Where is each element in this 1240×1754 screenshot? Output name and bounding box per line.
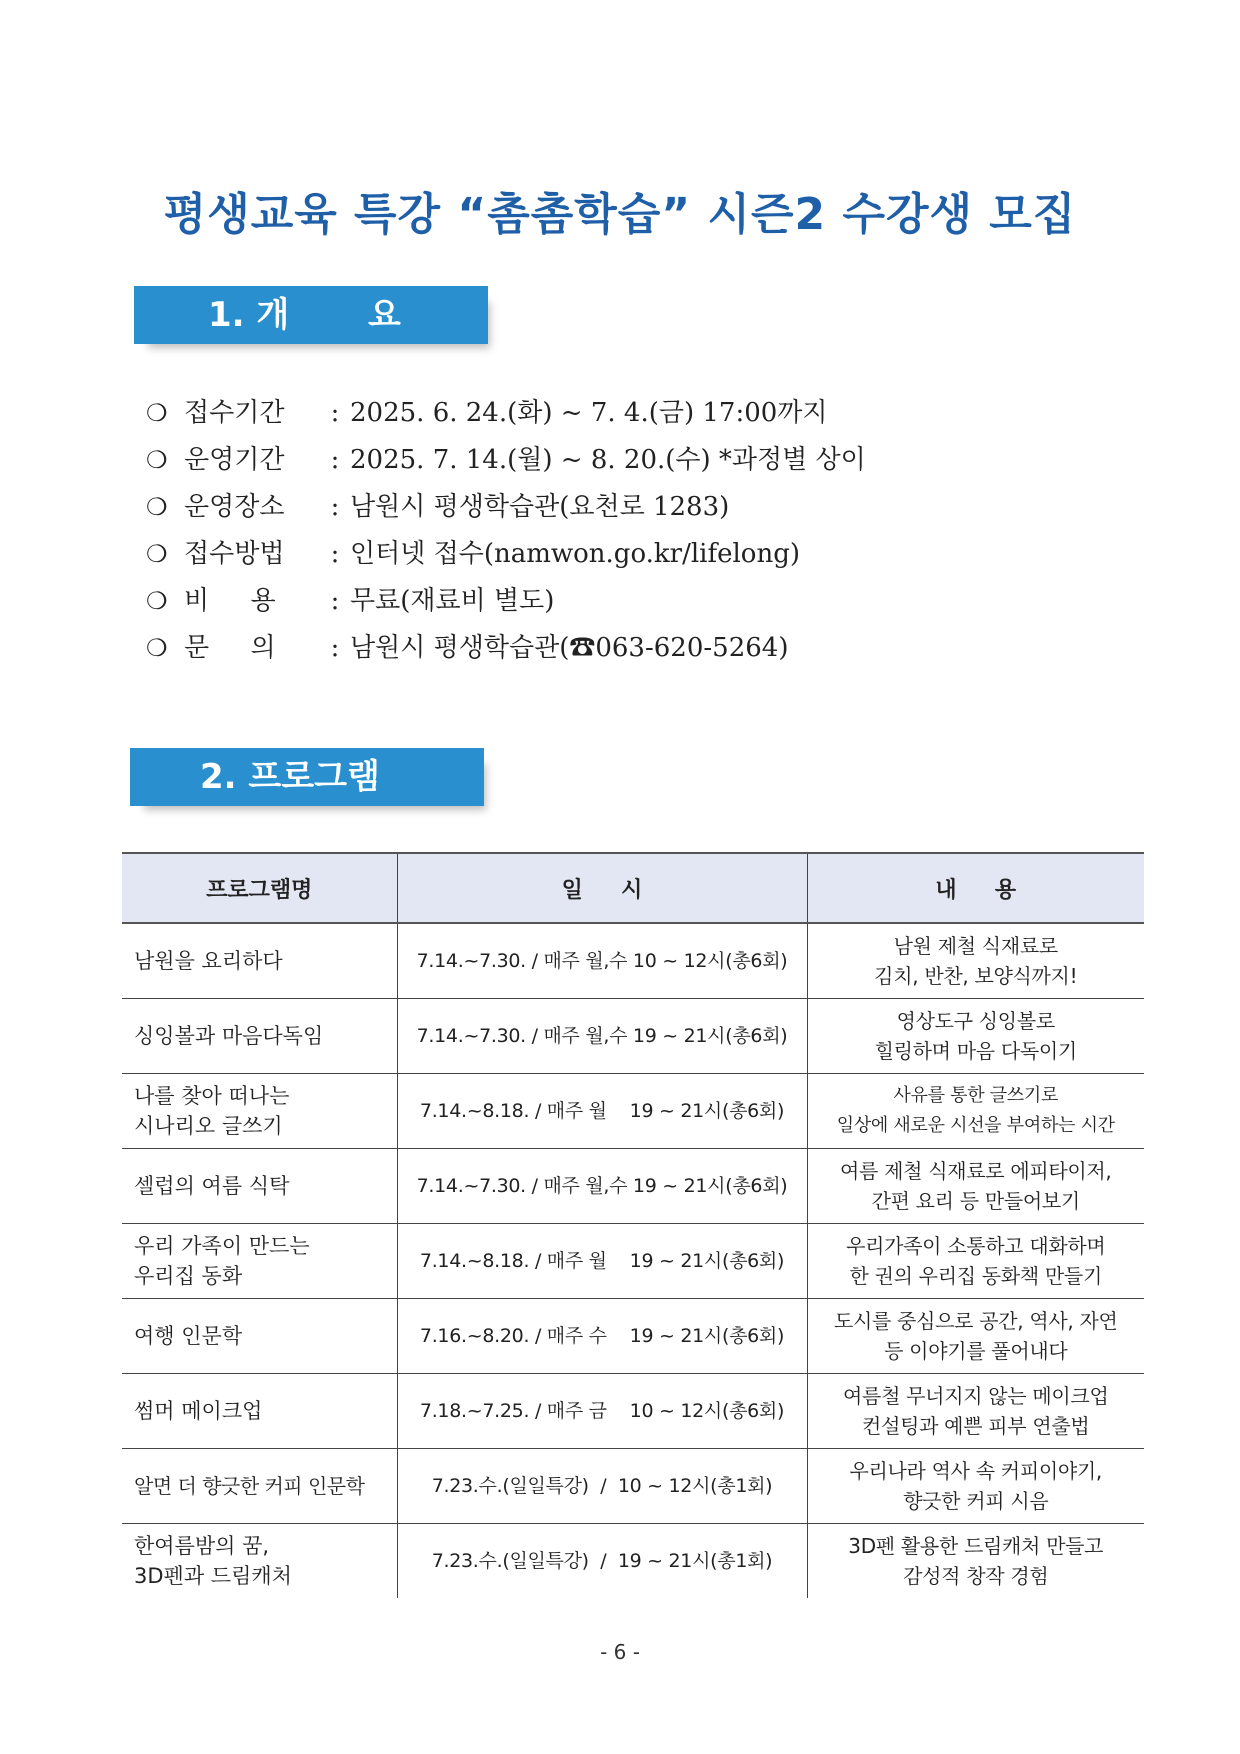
program-desc: 여름철 무너지지 않는 메이크업 컨설팅과 예쁜 피부 연출법 <box>807 1374 1144 1449</box>
overview-item: ❍ 접수기간 : 2025. 6. 24.(화) ~ 7. 4.(금) 17:00까지 <box>146 390 866 437</box>
program-date: 7.14.~7.30. / 매주 월,수 19 ~ 21시(총6회) <box>397 1149 807 1224</box>
program-date: 7.16.~8.20. / 매주 수 19 ~ 21시(총6회) <box>397 1299 807 1374</box>
program-name: 썸머 메이크업 <box>122 1374 397 1449</box>
column-header-content: 내 용 <box>807 853 1144 923</box>
overview-item: ❍ 비 용 : 무료(재료비 별도) <box>146 578 866 625</box>
program-desc: 영상도구 싱잉볼로 힐링하며 마음 다독이기 <box>807 999 1144 1074</box>
program-name: 남원을 요리하다 <box>122 923 397 999</box>
circle-bullet-icon: ❍ <box>146 587 168 615</box>
program-date: 7.14.~7.30. / 매주 월,수 10 ~ 12시(총6회) <box>397 923 807 999</box>
overview-item: ❍ 접수방법 : 인터넷 접수(namwon.go.kr/lifelong) <box>146 531 866 578</box>
table-row <box>122 999 1144 1074</box>
program-name: 우리 가족이 만드는 우리집 동화 <box>122 1224 397 1299</box>
section-number: 1. 개 <box>208 295 290 335</box>
program-desc: 우리나라 역사 속 커피이야기, 향긋한 커피 시음 <box>807 1449 1144 1524</box>
program-date: 7.14.~8.18. / 매주 월 19 ~ 21시(총6회) <box>397 1074 807 1149</box>
program-desc: 도시를 중심으로 공간, 역사, 자연 등 이야기를 풀어내다 <box>807 1299 1144 1374</box>
circle-bullet-icon: ❍ <box>146 493 168 521</box>
overview-list <box>146 390 866 672</box>
program-desc: 우리가족이 소통하고 대화하며 한 권의 우리집 동화책 만들기 <box>807 1224 1144 1299</box>
circle-bullet-icon: ❍ <box>146 540 168 568</box>
program-desc: 3D펜 활용한 드림캐처 만들고 감성적 창작 경험 <box>807 1524 1144 1599</box>
section-heading-program: 2. 프로그램 <box>130 748 484 806</box>
table-header-row <box>122 853 1144 923</box>
overview-item: ❍ 운영장소 : 남원시 평생학습관(요천로 1283) <box>146 484 866 531</box>
section-heading-overview <box>134 286 488 344</box>
program-desc: 사유를 통한 글쓰기로 일상에 새로운 시선을 부여하는 시간 <box>807 1074 1144 1149</box>
program-name: 알면 더 향긋한 커피 인문학 <box>122 1449 397 1524</box>
table-row <box>122 1524 1144 1599</box>
column-header-program: 프로그램명 <box>122 853 397 923</box>
program-name: 셀럽의 여름 식탁 <box>122 1149 397 1224</box>
circle-bullet-icon: ❍ <box>146 399 168 427</box>
section-word: 요 <box>368 295 401 335</box>
circle-bullet-icon: ❍ <box>146 446 168 474</box>
page-number: - 6 - <box>600 1640 640 1664</box>
program-date: 7.18.~7.25. / 매주 금 10 ~ 12시(총6회) <box>397 1374 807 1449</box>
program-name: 여행 인문학 <box>122 1299 397 1374</box>
table-row <box>122 1224 1144 1299</box>
program-date: 7.14.~8.18. / 매주 월 19 ~ 21시(총6회) <box>397 1224 807 1299</box>
table-row <box>122 1374 1144 1449</box>
program-name: 한여름밤의 꿈, 3D펜과 드림캐처 <box>134 1534 292 1588</box>
column-header-datetime: 일 시 <box>397 853 807 923</box>
program-table <box>122 852 1144 1598</box>
program-desc: 남원 제철 식재료로 김치, 반찬, 보양식까지! <box>807 923 1144 999</box>
table-row <box>122 1299 1144 1374</box>
program-name: 싱잉볼과 마음다독임 <box>122 999 397 1074</box>
page-title: 평생교육 특강 “촘촘학습” 시즌2 수강생 모집 <box>163 189 1077 240</box>
program-date: 7.23.수.(일일특강) / 10 ~ 12시(총1회) <box>397 1449 807 1524</box>
circle-bullet-icon: ❍ <box>146 634 168 662</box>
table-row <box>122 1149 1144 1224</box>
table-row <box>122 923 1144 999</box>
overview-item: ❍ 문 의 : 남원시 평생학습관(☎063-620-5264) <box>146 625 866 672</box>
overview-item: ❍ 운영기간 : 2025. 7. 14.(월) ~ 8. 20.(수) *과정별 상이 <box>146 437 866 484</box>
program-date: 7.14.~7.30. / 매주 월,수 19 ~ 21시(총6회) <box>397 999 807 1074</box>
program-desc: 여름 제철 식재료로 에피타이저, 간편 요리 등 만들어보기 <box>807 1149 1144 1224</box>
table-row <box>122 1449 1144 1524</box>
program-date: 7.23.수.(일일특강) / 19 ~ 21시(총1회) <box>397 1524 807 1599</box>
table-row <box>122 1074 1144 1149</box>
program-name: 나를 찾아 떠나는 시나리오 글쓰기 <box>122 1074 397 1149</box>
